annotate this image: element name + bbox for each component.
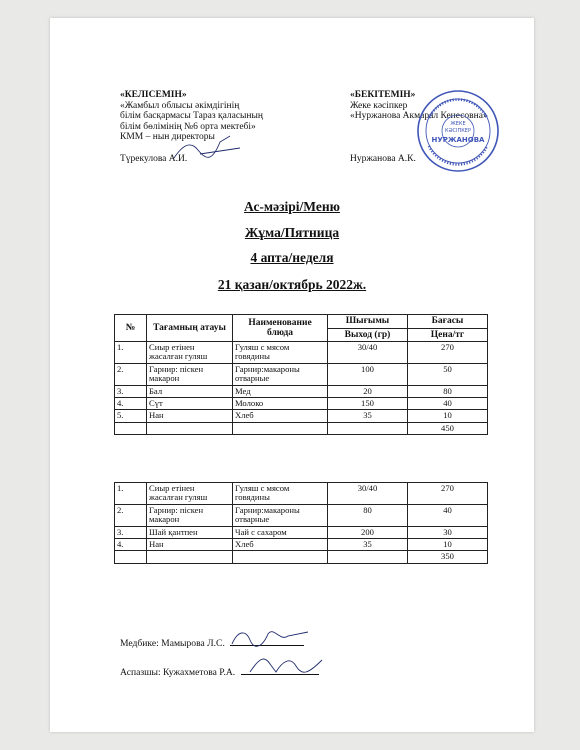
cell-num: 2. [115, 363, 147, 385]
stamp-inner-text-2: КӘСІПКЕР [445, 128, 471, 134]
cell-price: 10 [408, 410, 488, 422]
header-left-line4: КММ – нын директоры [120, 132, 215, 143]
cell-name-ru: Гуляш с мясом говядины [233, 483, 328, 505]
header-name-kz: Тағамның атауы [147, 315, 233, 342]
nurse-label: Медбике: Мамырова Л.С. [120, 638, 225, 649]
header-right-signer: Нуржанова А.К. [350, 154, 416, 164]
day-title: Жұма/Пятница [244, 225, 340, 240]
cell-name-kz: Сиыр етінен жасалған гуляш [147, 483, 233, 505]
cell-price: 50 [408, 363, 488, 385]
table-row [115, 363, 488, 385]
table-total-row [115, 551, 488, 563]
cell-num: 1. [115, 342, 147, 364]
cell-name-kz: Гарнир: піскен макарон [147, 363, 233, 385]
stamp-center-text: НУРЖАНОВА [431, 136, 485, 144]
table-row [115, 342, 488, 364]
table-row [115, 385, 488, 397]
cell-output: 30/40 [328, 483, 408, 505]
cell-name-ru: Гарнир:макароны отварные [233, 363, 328, 385]
menu-table-2 [114, 482, 488, 564]
header-num: № [115, 315, 147, 342]
cell-output: 30/40 [328, 342, 408, 364]
cell-output: 35 [328, 539, 408, 551]
header-left-signer: Түрекулова А.И. [120, 154, 188, 164]
cell-price: 270 [408, 483, 488, 505]
cell-output: 80 [328, 504, 408, 526]
cell-total: 450 [408, 422, 488, 434]
stamp-inner-text-1: ЖЕКЕ [450, 121, 466, 127]
cell-output: 100 [328, 363, 408, 385]
cell-output: 35 [328, 410, 408, 422]
date-title: 21 қазан/октябрь 2022ж. [217, 277, 367, 292]
official-stamp-icon [415, 88, 501, 174]
cell-num: 1. [115, 483, 147, 505]
cell-name-kz: Шай қантпен [147, 526, 233, 538]
cell-output: 150 [328, 398, 408, 410]
cell-num: 4. [115, 398, 147, 410]
header-right-line2: «Нуржанова Акмарал Кенесовна» [350, 111, 488, 122]
cell-price: 40 [408, 398, 488, 410]
cell-name-kz: Сүт [147, 398, 233, 410]
cell-num: 2. [115, 504, 147, 526]
cell-name-ru: Хлеб [233, 539, 328, 551]
menu-table-1 [114, 314, 488, 435]
cell-name-ru: Молоко [233, 398, 328, 410]
cell-name-ru: Чай с сахаром [233, 526, 328, 538]
header-right-title: «БЕКІТЕМІН» [350, 90, 416, 100]
cell-price: 270 [408, 342, 488, 364]
document-page [50, 18, 534, 732]
nurse-signature-icon [228, 624, 312, 652]
table-total-row [115, 422, 488, 434]
header-output-ru: Выход (гр) [328, 328, 408, 342]
table-header-row [115, 315, 488, 329]
header-left-line1: «Жамбыл облысы әкімдігінің [120, 100, 240, 111]
cell-price: 30 [408, 526, 488, 538]
cook-label: Аспазшы: Кужахметова Р.А. [120, 667, 236, 678]
table-row [115, 539, 488, 551]
header-output-kz: Шығымы [328, 315, 408, 329]
cell-name-kz: Сиыр етінен жасалған гуляш [147, 342, 233, 364]
cell-output: 20 [328, 385, 408, 397]
cell-name-ru: Гарнир:макароны отварные [233, 504, 328, 526]
table-row [115, 410, 488, 422]
cell-name-kz: Гарнир: піскен макарон [147, 504, 233, 526]
cell-total: 350 [408, 551, 488, 563]
cell-name-ru: Гуляш с мясом говядины [233, 342, 328, 364]
cell-num: 4. [115, 539, 147, 551]
week-title: 4 апта/неделя [250, 250, 334, 265]
header-name-ru: Наименование блюда [233, 315, 328, 342]
cook-signature-icon [246, 650, 326, 680]
cell-name-ru: Хлеб [233, 410, 328, 422]
cell-num: 3. [115, 526, 147, 538]
cell-num: 3. [115, 385, 147, 397]
cell-name-kz: Нан [147, 410, 233, 422]
table-row [115, 504, 488, 526]
header-left-line3: білім бөлімінің №6 орта мектебі» [120, 121, 256, 132]
cell-num: 5. [115, 410, 147, 422]
header-right-line1: Жеке кәсіпкер [350, 100, 408, 111]
director-signature-icon [170, 128, 250, 168]
header-left-title: «КЕЛІСЕМІН» [120, 90, 187, 100]
cell-price: 40 [408, 504, 488, 526]
cell-name-kz: Нан [147, 539, 233, 551]
header-left-line2: білім басқармасы Тараз қаласының [120, 111, 263, 122]
menu-title: Ас-мәзірі/Меню [244, 199, 340, 214]
table-row [115, 483, 488, 505]
table-row [115, 398, 488, 410]
cell-price: 10 [408, 539, 488, 551]
cell-price: 80 [408, 385, 488, 397]
cell-name-ru: Мед [233, 385, 328, 397]
cell-name-kz: Бал [147, 385, 233, 397]
table-row [115, 526, 488, 538]
header-price-ru: Цена/тг [408, 328, 488, 342]
cell-output: 200 [328, 526, 408, 538]
header-price-kz: Бағасы [408, 315, 488, 329]
